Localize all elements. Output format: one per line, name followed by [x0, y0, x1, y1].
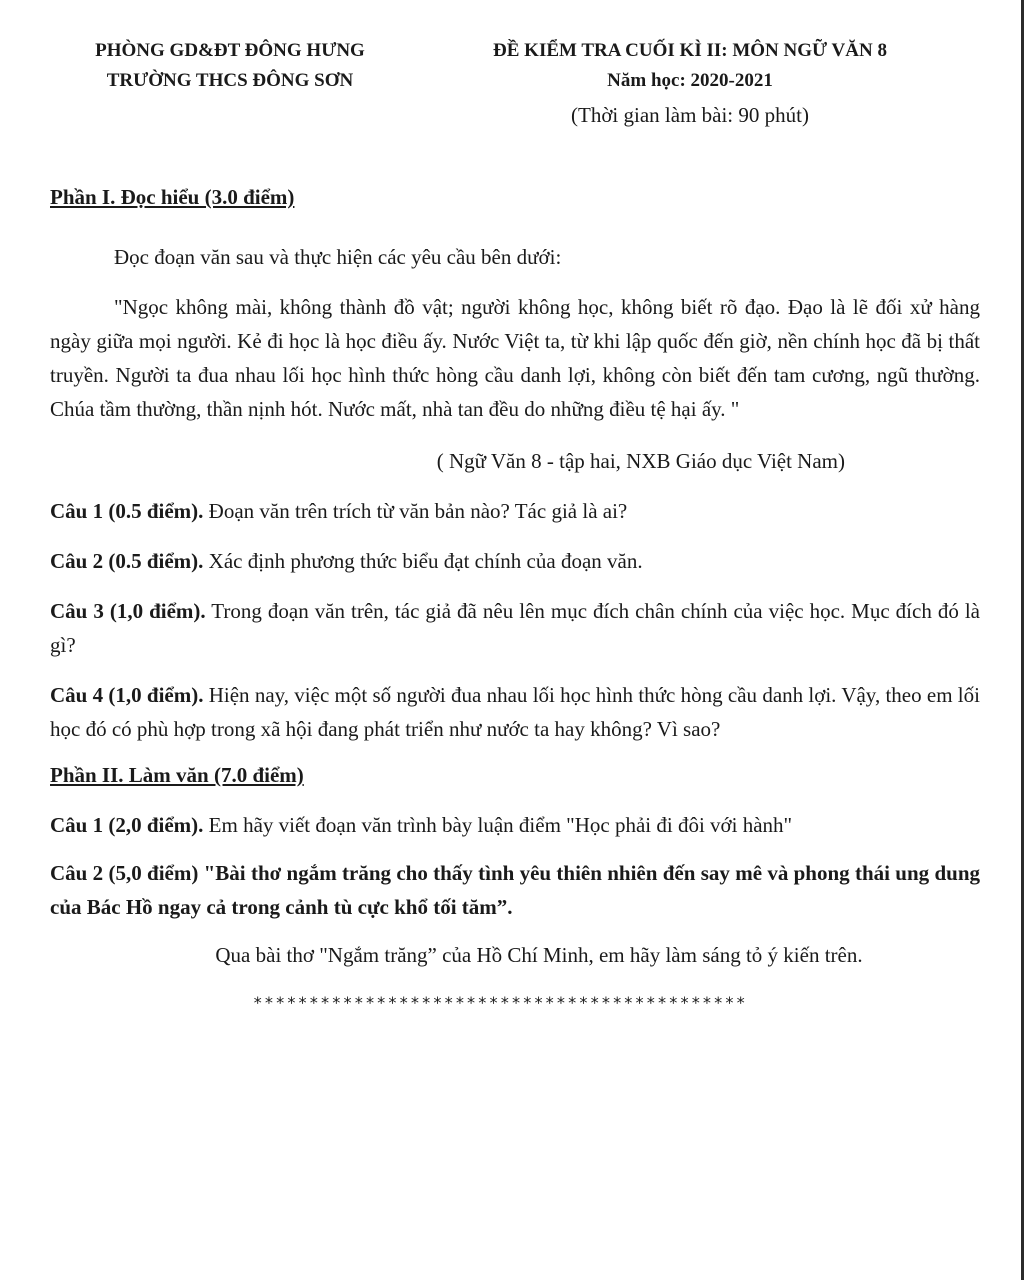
question-1-text: Đoạn văn trên trích từ văn bản nào? Tác giả là ai? — [203, 499, 628, 523]
question-2 — [50, 544, 980, 578]
part2-title: Phần II. Làm văn (7.0 điểm) — [50, 763, 304, 787]
question-4 — [50, 678, 980, 746]
exam-duration: (Thời gian làm bài: 90 phút) — [571, 103, 809, 127]
exam-title: ĐỀ KIỂM TRA CUỐI KÌ II: MÔN NGỮ VĂN 8 — [493, 40, 887, 61]
question-2-label: Câu 2 (0.5 điểm). — [50, 549, 204, 573]
question-3 — [50, 594, 980, 662]
question-1 — [50, 494, 980, 528]
question-3-text: Trong đoạn văn trên, tác giả đã nêu lên mục đích chân chính của việc học. Mục đích đó là gì? — [50, 599, 980, 657]
exam-header — [420, 36, 960, 132]
part1-title: Phần I. Đọc hiểu (3.0 điểm) — [50, 185, 295, 209]
question-1-label: Câu 1 (0.5 điểm). — [50, 499, 204, 523]
end-divider: ******************************************** — [252, 993, 748, 1012]
reading-passage: "Ngọc không mài, không thành đồ vật; người không học, không biết rõ đạo. Đạo là lẽ đối xử hàng ngày giữa mọi người. Kẻ đi học là học điều ấy. Nước Việt ta, từ khi lập quốc đến giờ, nền chính học đã bị thất truyền. Người ta đua nhau lối học hình thức hòng cầu danh lợi, không còn biết đến tam cương, ngũ thường. Chúa tầm thường, thần nịnh hót. Nước mất, nhà tan đều do những điều tệ hại ấy. " — [50, 295, 980, 421]
passage-source: ( Ngữ Văn 8 - tập hai, NXB Giáo dục Việt Nam) — [436, 449, 845, 473]
reading-instruction: Đọc đoạn văn sau và thực hiện các yêu cầu bên dưới: — [114, 245, 562, 269]
exam-body — [50, 180, 980, 1020]
question-4-text: Hiện nay, việc một số người đua nhau lối học hình thức hòng cầu danh lợi. Vậy, theo em lối học đó có phù hợp trong xã hội đang phát triển như nước ta hay không? Vì sao? — [50, 683, 980, 741]
question-4-label: Câu 4 (1,0 điểm). — [50, 683, 204, 707]
essay-question-1-label: Câu 1 (2,0 điểm). — [50, 813, 204, 837]
essay-question-2: Câu 2 (5,0 điểm) "Bài thơ ngắm trăng cho thấy tình yêu thiên nhiên đến say mê và phong thái ung dung của Bác Hồ ngay cả trong cảnh tù cực khổ tối tăm”. — [50, 861, 980, 919]
essay-question-1 — [50, 808, 980, 842]
school-header — [55, 36, 405, 96]
department-name: PHÒNG GD&ĐT ĐÔNG HƯNG — [95, 40, 365, 61]
essay-question-1-text: Em hãy viết đoạn văn trình bày luận điểm "Học phải đi đôi với hành" — [203, 813, 793, 837]
question-3-label: Câu 3 (1,0 điểm). — [50, 599, 206, 623]
school-year: Năm học: 2020-2021 — [607, 70, 773, 91]
question-2-text: Xác định phương thức biểu đạt chính của đoạn văn. — [203, 549, 643, 573]
essay-instruction: Qua bài thơ "Ngắm trăng” của Hồ Chí Minh, em hãy làm sáng tỏ ý kiến trên. — [215, 943, 863, 967]
school-name: TRƯỜNG THCS ĐÔNG SƠN — [106, 70, 354, 91]
